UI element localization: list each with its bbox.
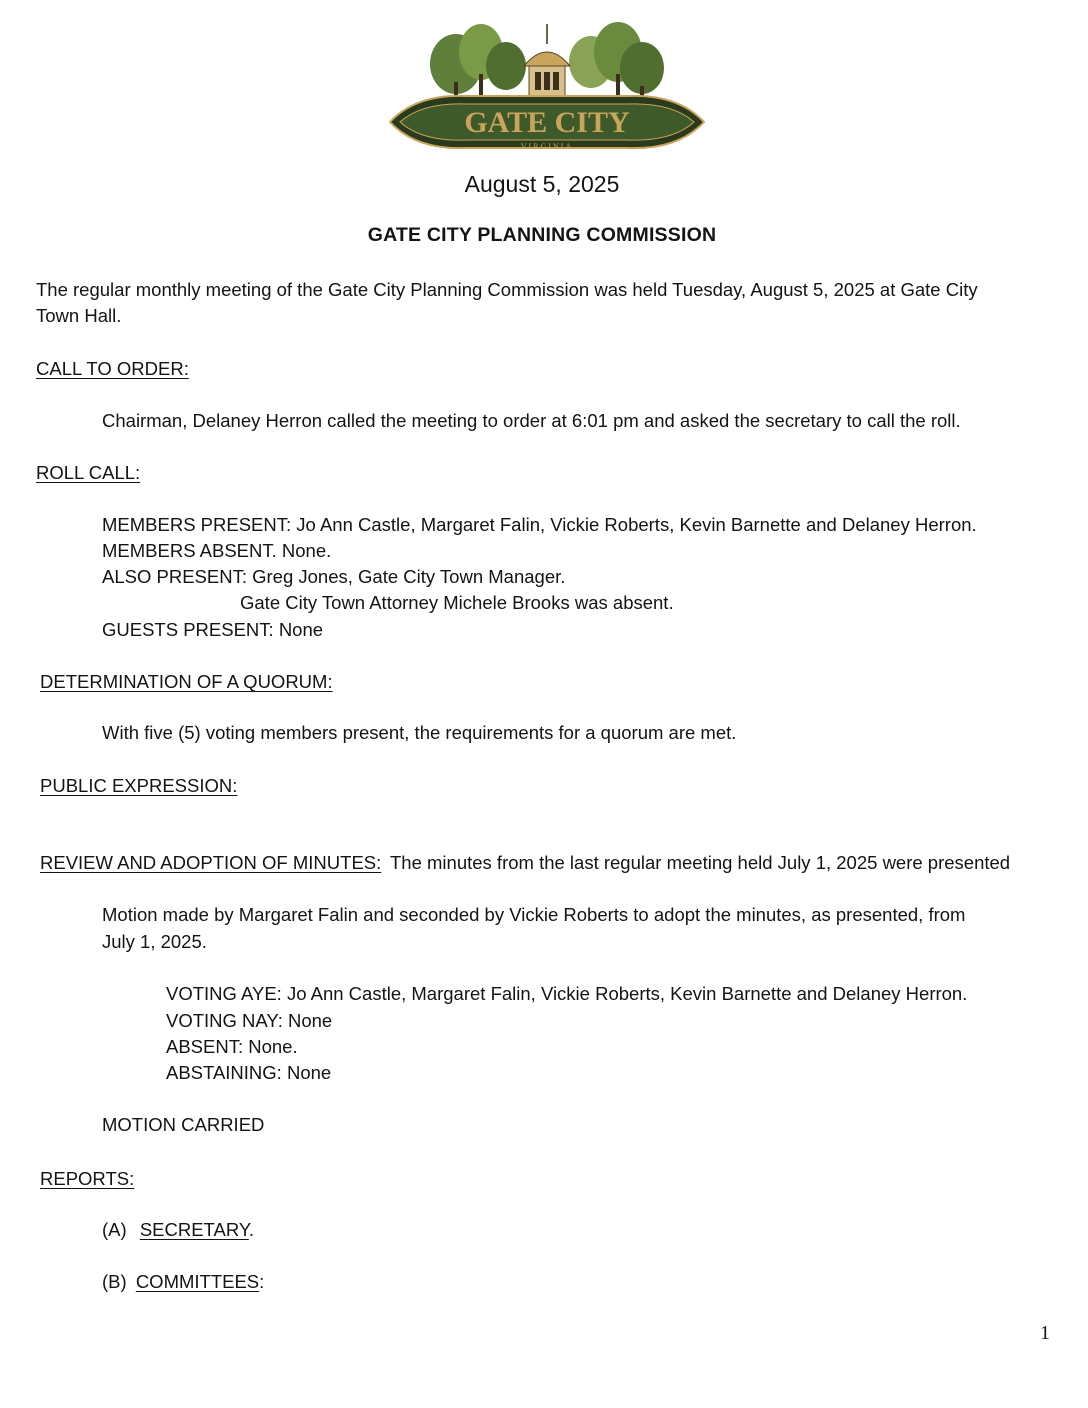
minutes-text: The minutes from the last regular meeting held July 1, 2025 were presented — [390, 852, 1011, 873]
call-to-order-text: Chairman, Delaney Herron called the meeting to order at 6:01 pm and asked the secretary to call the roll. — [102, 410, 961, 431]
voting-absent: ABSENT: None. — [166, 1036, 298, 1057]
attorney-absent: Gate City Town Attorney Michele Brooks was absent. — [240, 592, 674, 613]
voting-abstaining: ABSTAINING: None — [166, 1062, 332, 1083]
public-expression-heading: PUBLIC EXPRESSION: — [40, 775, 238, 796]
document-title: GATE CITY PLANNING COMMISSION — [367, 224, 717, 246]
intro-line-2: Town Hall. — [36, 305, 122, 326]
quorum-text: With five (5) voting members present, the requirements for a quorum are met. — [102, 722, 737, 743]
reports-heading: REPORTS: — [40, 1168, 135, 1189]
motion-line-2: July 1, 2025. — [102, 931, 207, 952]
meeting-date: August 5, 2025 — [464, 171, 620, 197]
guests-present: GUESTS PRESENT: None — [102, 619, 324, 640]
logo-sub-text: VIRGINIA — [520, 142, 574, 151]
report-item-suffix: . — [248, 1219, 254, 1240]
members-present: MEMBERS PRESENT: Jo Ann Castle, Margaret Falin, Vickie Roberts, Kevin Barnette and Delaney Herron. — [102, 514, 977, 535]
quorum-heading: DETERMINATION OF A QUORUM: — [40, 671, 333, 692]
report-item-secretary — [102, 1219, 254, 1241]
report-item-suffix: : — [259, 1271, 265, 1292]
gate-city-logo — [386, 22, 708, 158]
report-item-label: SECRETARY — [139, 1219, 249, 1240]
gazebo-icon — [524, 24, 570, 96]
report-item-marker: (A) — [102, 1219, 127, 1240]
voting-aye: VOTING AYE: Jo Ann Castle, Margaret Falin, Vickie Roberts, Kevin Barnette and Delaney Herron. — [166, 983, 968, 1004]
logo-main-text: GATE CITY — [464, 106, 630, 139]
call-to-order-heading: CALL TO ORDER: — [36, 358, 189, 379]
members-absent: MEMBERS ABSENT. None. — [102, 540, 332, 561]
report-item-committees — [102, 1271, 264, 1293]
motion-line-1: Motion made by Margaret Falin and seconded by Vickie Roberts to adopt the minutes, as presented, from — [102, 904, 966, 925]
also-present: ALSO PRESENT: Greg Jones, Gate City Town Manager. — [102, 566, 566, 587]
minutes-heading: REVIEW AND ADOPTION OF MINUTES: — [40, 852, 382, 873]
report-item-marker: (B) — [102, 1271, 127, 1292]
page-number: 1 — [1040, 1322, 1050, 1344]
roll-call-heading: ROLL CALL: — [36, 462, 141, 483]
intro-line-1: The regular monthly meeting of the Gate City Planning Commission was held Tuesday, August 5, 2025 at Gate City — [36, 279, 978, 300]
voting-nay: VOTING NAY: None — [166, 1010, 333, 1031]
motion-result: MOTION CARRIED — [102, 1114, 265, 1135]
report-item-label: COMMITTEES — [135, 1271, 260, 1292]
